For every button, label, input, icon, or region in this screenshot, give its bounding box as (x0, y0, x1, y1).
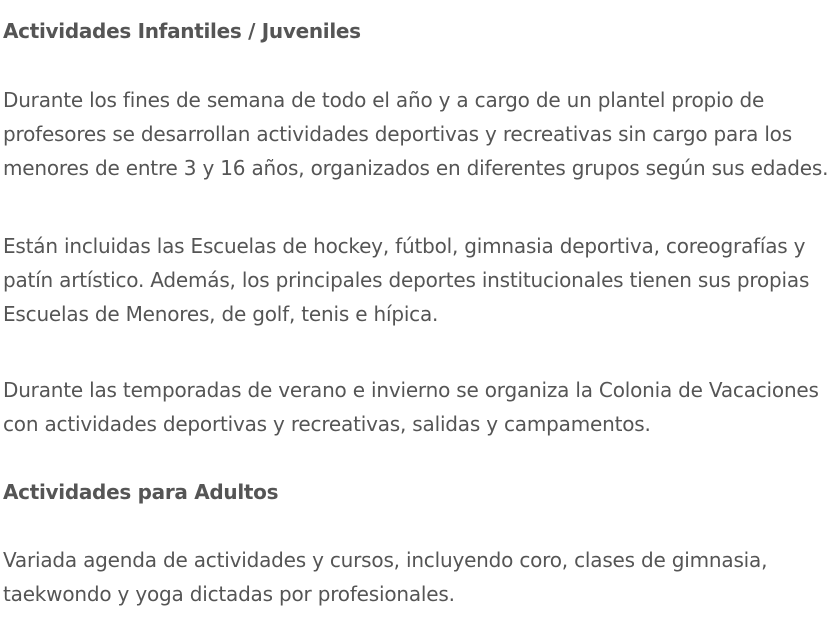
paragraph-line: patín artístico. Además, los principales deportes institucionales tienen sus propias (3, 268, 810, 292)
paragraph-line: menores de entre 3 y 16 años, organizados en diferentes grupos según sus edades. (3, 156, 829, 180)
paragraph-line: taekwondo y yoga dictadas por profesionales. (3, 582, 455, 606)
paragraph-line: Variada agenda de actividades y cursos, incluyendo coro, clases de gimnasia, (3, 548, 768, 572)
paragraph-line: profesores se desarrollan actividades deportivas y recreativas sin cargo para los (3, 122, 792, 146)
paragraph-adult-activities (3, 543, 767, 611)
paragraph-line: Están incluidas las Escuelas de hockey, fútbol, gimnasia deportiva, coreografías y (3, 234, 806, 258)
paragraph-line: Durante las temporadas de verano e invierno se organiza la Colonia de Vacaciones (3, 378, 819, 402)
paragraph-vacation-colony (3, 373, 819, 441)
paragraph-schools (3, 229, 809, 331)
section-heading-adults: Actividades para Adultos (3, 480, 279, 504)
section-heading-children: Actividades Infantiles / Juveniles (3, 19, 361, 43)
paragraph-line: con actividades deportivas y recreativas, salidas y campamentos. (3, 412, 651, 436)
paragraph-line: Durante los fines de semana de todo el año y a cargo de un plantel propio de (3, 88, 765, 112)
paragraph-weekend-activities (3, 83, 828, 185)
paragraph-line: Escuelas de Menores, de golf, tenis e hípica. (3, 302, 439, 326)
